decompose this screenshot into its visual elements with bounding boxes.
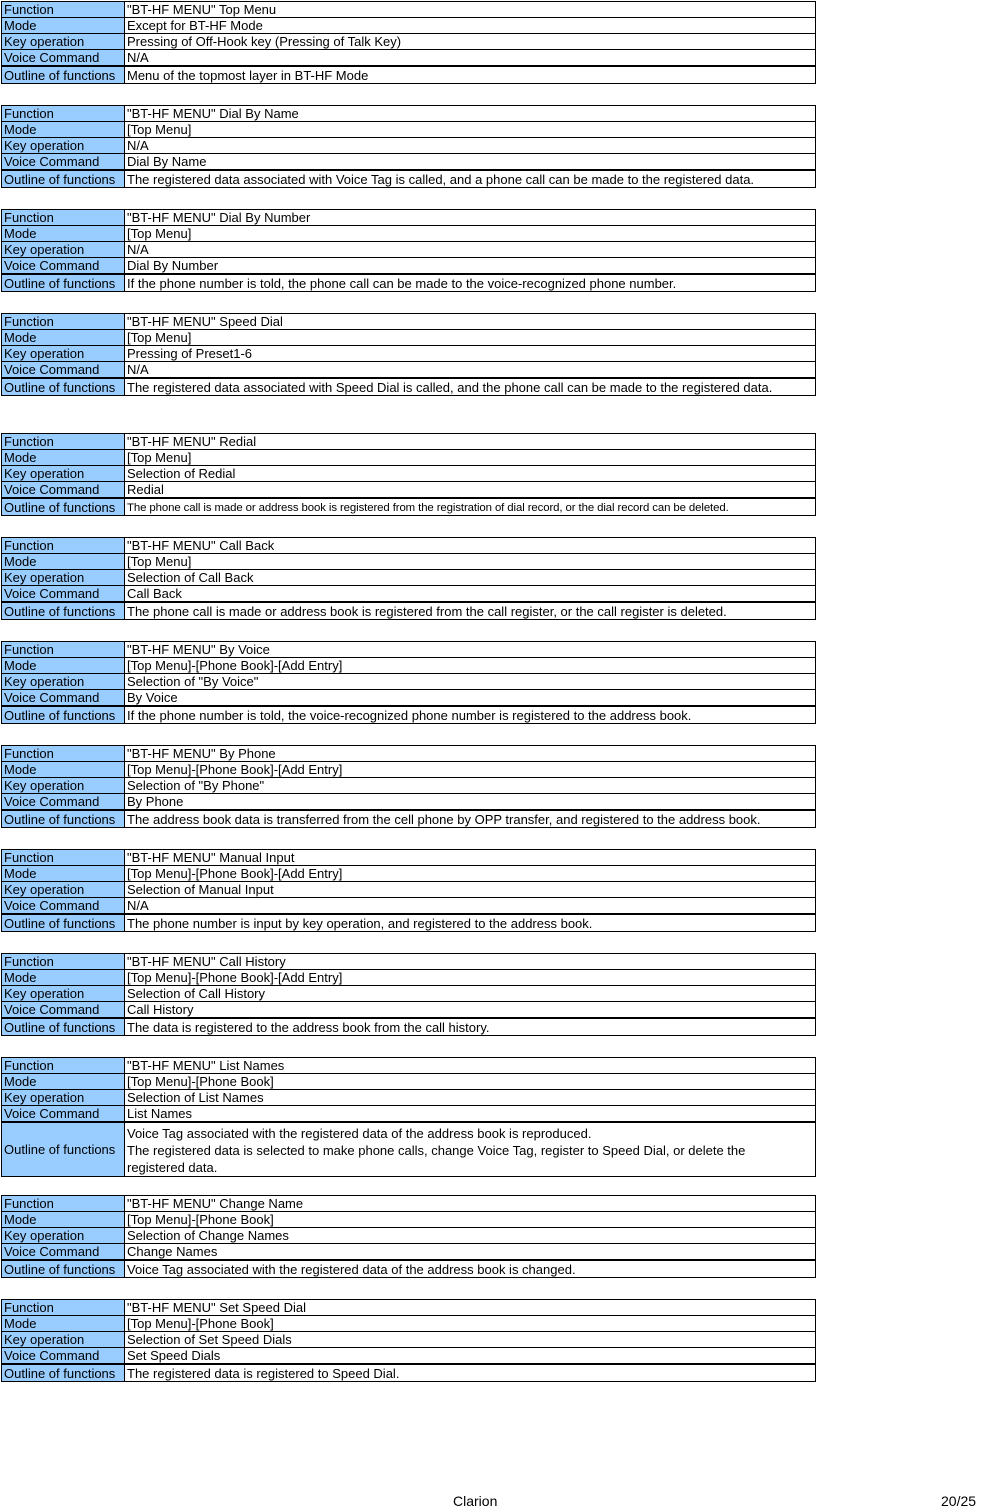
label-mode: Mode — [2, 226, 125, 242]
spec-row-mode — [2, 226, 816, 242]
label-voice-command: Voice Command — [2, 794, 125, 811]
label-voice-command: Voice Command — [2, 898, 125, 915]
spec-row-mode — [2, 866, 816, 882]
value-function: "BT-HF MENU" List Names — [125, 1058, 816, 1074]
label-outline: Outline of functions — [2, 706, 125, 724]
spec-table — [1, 1299, 816, 1382]
label-outline: Outline of functions — [2, 378, 125, 396]
label-mode: Mode — [2, 554, 125, 570]
label-key-operation: Key operation — [2, 466, 125, 482]
value-mode: Except for BT-HF Mode — [125, 18, 816, 34]
label-key-operation: Key operation — [2, 1228, 125, 1244]
spec-row-voice-command — [2, 482, 816, 499]
label-outline: Outline of functions — [2, 810, 125, 828]
value-function: "BT-HF MENU" By Phone — [125, 746, 816, 762]
label-function: Function — [2, 210, 125, 226]
spec-row-function — [2, 642, 816, 658]
label-voice-command: Voice Command — [2, 1002, 125, 1019]
spec-row-function — [2, 314, 816, 330]
spec-row-function — [2, 1196, 816, 1212]
label-outline: Outline of functions — [2, 914, 125, 932]
value-voice-command: N/A — [125, 898, 816, 915]
spec-row-function — [2, 1300, 816, 1316]
label-mode: Mode — [2, 970, 125, 986]
label-function: Function — [2, 538, 125, 554]
spec-row-function — [2, 746, 816, 762]
spec-row-mode — [2, 18, 816, 34]
spec-row-mode — [2, 658, 816, 674]
label-key-operation: Key operation — [2, 242, 125, 258]
spec-row-voice-command — [2, 362, 816, 379]
spec-row-key-operation — [2, 882, 816, 898]
outline-line: registered data. — [127, 1160, 218, 1175]
value-voice-command: By Voice — [125, 690, 816, 707]
value-function: "BT-HF MENU" Dial By Name — [125, 106, 816, 122]
value-key-operation: Selection of "By Voice" — [125, 674, 816, 690]
footer-maker: Clarion — [453, 1493, 498, 1509]
label-function: Function — [2, 434, 125, 450]
value-function: "BT-HF MENU" Change Name — [125, 1196, 816, 1212]
spec-row-outline — [2, 1018, 816, 1036]
spec-row-key-operation — [2, 778, 816, 794]
label-outline: Outline of functions — [2, 602, 125, 620]
label-mode: Mode — [2, 866, 125, 882]
value-outline: If the phone number is told, the phone call can be made to the voice-recognized phone number. — [125, 274, 816, 292]
outline-line: Voice Tag associated with the registered data of the address book is reproduced. — [127, 1126, 592, 1141]
label-key-operation: Key operation — [2, 986, 125, 1002]
value-voice-command: Call Back — [125, 586, 816, 603]
label-key-operation: Key operation — [2, 882, 125, 898]
spec-row-function — [2, 2, 816, 18]
value-mode: [Top Menu]-[Phone Book]-[Add Entry] — [125, 866, 816, 882]
value-outline: The phone number is input by key operation, and registered to the address book. — [125, 914, 816, 932]
label-outline: Outline of functions — [2, 1122, 125, 1177]
value-key-operation: Selection of Redial — [125, 466, 816, 482]
label-key-operation: Key operation — [2, 674, 125, 690]
label-function: Function — [2, 314, 125, 330]
spec-table — [1, 313, 816, 396]
value-outline: The phone call is made or address book is registered from the registration of dial record, or the dial record can be deleted. — [125, 498, 816, 516]
label-key-operation: Key operation — [2, 778, 125, 794]
value-key-operation: Selection of Change Names — [125, 1228, 816, 1244]
value-voice-command: Dial By Number — [125, 258, 816, 275]
spec-row-mode — [2, 1316, 816, 1332]
label-function: Function — [2, 642, 125, 658]
spec-row-outline — [2, 378, 816, 396]
spec-row-outline — [2, 66, 816, 84]
spec-row-outline — [2, 1364, 816, 1382]
label-key-operation: Key operation — [2, 34, 125, 50]
spec-table — [1, 1195, 816, 1278]
value-mode: [Top Menu] — [125, 330, 816, 346]
value-function: "BT-HF MENU" Speed Dial — [125, 314, 816, 330]
spec-row-key-operation — [2, 242, 816, 258]
value-voice-command: Redial — [125, 482, 816, 499]
spec-row-mode — [2, 330, 816, 346]
label-mode: Mode — [2, 330, 125, 346]
spec-table — [1, 641, 816, 724]
spec-table — [1, 537, 816, 620]
value-function: "BT-HF MENU" Top Menu — [125, 2, 816, 18]
spec-row-outline — [2, 810, 816, 828]
label-voice-command: Voice Command — [2, 1106, 125, 1123]
label-function: Function — [2, 1196, 125, 1212]
spec-row-voice-command — [2, 154, 816, 171]
spec-row-mode — [2, 122, 816, 138]
spec-row-function — [2, 434, 816, 450]
value-voice-command: Change Names — [125, 1244, 816, 1261]
value-mode: [Top Menu]-[Phone Book] — [125, 1074, 816, 1090]
value-voice-command: N/A — [125, 50, 816, 67]
label-voice-command: Voice Command — [2, 1244, 125, 1261]
label-key-operation: Key operation — [2, 138, 125, 154]
label-mode: Mode — [2, 1074, 125, 1090]
value-voice-command: By Phone — [125, 794, 816, 811]
spec-row-key-operation — [2, 674, 816, 690]
spec-row-voice-command — [2, 1244, 816, 1261]
value-key-operation: Selection of "By Phone" — [125, 778, 816, 794]
spec-row-key-operation — [2, 1228, 816, 1244]
spec-row-mode — [2, 762, 816, 778]
value-function: "BT-HF MENU" Manual Input — [125, 850, 816, 866]
value-function: "BT-HF MENU" By Voice — [125, 642, 816, 658]
value-outline: The address book data is transferred from the cell phone by OPP transfer, and registered to the address book. — [125, 810, 816, 828]
value-key-operation: Selection of Set Speed Dials — [125, 1332, 816, 1348]
spec-row-voice-command — [2, 1106, 816, 1123]
value-mode: [Top Menu]-[Phone Book]-[Add Entry] — [125, 658, 816, 674]
value-key-operation: N/A — [125, 138, 816, 154]
spec-row-outline — [2, 1260, 816, 1278]
label-voice-command: Voice Command — [2, 362, 125, 379]
spec-table — [1, 745, 816, 828]
spec-table — [1, 105, 816, 188]
value-function: "BT-HF MENU" Set Speed Dial — [125, 1300, 816, 1316]
spec-row-mode — [2, 554, 816, 570]
spec-row-outline — [2, 170, 816, 188]
spec-row-voice-command — [2, 1002, 816, 1019]
value-outline: Menu of the topmost layer in BT-HF Mode — [125, 66, 816, 84]
value-mode: [Top Menu] — [125, 450, 816, 466]
value-voice-command: Call History — [125, 1002, 816, 1019]
label-outline: Outline of functions — [2, 1364, 125, 1382]
spec-row-function — [2, 850, 816, 866]
label-outline: Outline of functions — [2, 170, 125, 188]
value-key-operation: Selection of Call History — [125, 986, 816, 1002]
spec-row-voice-command — [2, 586, 816, 603]
value-mode: [Top Menu]-[Phone Book] — [125, 1316, 816, 1332]
spec-row-mode — [2, 1212, 816, 1228]
label-voice-command: Voice Command — [2, 154, 125, 171]
spec-row-key-operation — [2, 986, 816, 1002]
label-mode: Mode — [2, 122, 125, 138]
label-function: Function — [2, 2, 125, 18]
label-mode: Mode — [2, 450, 125, 466]
value-mode: [Top Menu] — [125, 554, 816, 570]
label-function: Function — [2, 1300, 125, 1316]
label-voice-command: Voice Command — [2, 482, 125, 499]
spec-row-mode — [2, 970, 816, 986]
spec-row-voice-command — [2, 690, 816, 707]
value-outline: Voice Tag associated with the registered data of the address book is changed. — [125, 1260, 816, 1278]
spec-row-function — [2, 538, 816, 554]
label-function: Function — [2, 746, 125, 762]
spec-row-voice-command — [2, 898, 816, 915]
spec-row-key-operation — [2, 1332, 816, 1348]
value-voice-command: N/A — [125, 362, 816, 379]
spec-table — [1, 1, 816, 84]
spec-table — [1, 209, 816, 292]
value-key-operation: Selection of Call Back — [125, 570, 816, 586]
label-voice-command: Voice Command — [2, 258, 125, 275]
value-key-operation: Selection of Manual Input — [125, 882, 816, 898]
label-key-operation: Key operation — [2, 346, 125, 362]
spec-row-voice-command — [2, 258, 816, 275]
spec-row-voice-command — [2, 794, 816, 811]
spec-row-outline — [2, 706, 816, 724]
value-voice-command: Dial By Name — [125, 154, 816, 171]
spec-row-outline — [2, 914, 816, 932]
spec-row-key-operation — [2, 346, 816, 362]
spec-table — [1, 849, 816, 932]
label-voice-command: Voice Command — [2, 690, 125, 707]
value-function: "BT-HF MENU" Dial By Number — [125, 210, 816, 226]
value-mode: [Top Menu]-[Phone Book]-[Add Entry] — [125, 762, 816, 778]
spec-row-key-operation — [2, 138, 816, 154]
value-outline: The registered data associated with Speed Dial is called, and the phone call can be made to the registered data. — [125, 378, 816, 396]
footer-page-number: 20/25 — [941, 1493, 977, 1509]
spec-row-mode — [2, 450, 816, 466]
label-outline: Outline of functions — [2, 498, 125, 516]
label-key-operation: Key operation — [2, 570, 125, 586]
spec-row-outline — [2, 602, 816, 620]
value-key-operation: Pressing of Preset1-6 — [125, 346, 816, 362]
spec-row-key-operation — [2, 34, 816, 50]
label-outline: Outline of functions — [2, 274, 125, 292]
value-mode: [Top Menu]-[Phone Book] — [125, 1212, 816, 1228]
label-mode: Mode — [2, 762, 125, 778]
label-voice-command: Voice Command — [2, 1348, 125, 1365]
spec-row-voice-command — [2, 50, 816, 67]
spec-row-key-operation — [2, 466, 816, 482]
label-mode: Mode — [2, 1316, 125, 1332]
spec-table — [1, 1057, 816, 1177]
label-key-operation: Key operation — [2, 1090, 125, 1106]
value-key-operation: N/A — [125, 242, 816, 258]
value-key-operation: Selection of List Names — [125, 1090, 816, 1106]
spec-row-voice-command — [2, 1348, 816, 1365]
spec-row-function — [2, 210, 816, 226]
value-outline: The data is registered to the address book from the call history. — [125, 1018, 816, 1036]
value-voice-command: List Names — [125, 1106, 816, 1123]
value-function: "BT-HF MENU" Redial — [125, 434, 816, 450]
spec-row-key-operation — [2, 1090, 816, 1106]
label-key-operation: Key operation — [2, 1332, 125, 1348]
spec-row-outline — [2, 498, 816, 516]
label-function: Function — [2, 954, 125, 970]
value-function: "BT-HF MENU" Call Back — [125, 538, 816, 554]
label-function: Function — [2, 106, 125, 122]
label-mode: Mode — [2, 18, 125, 34]
spec-row-key-operation — [2, 570, 816, 586]
value-mode: [Top Menu]-[Phone Book]-[Add Entry] — [125, 970, 816, 986]
spec-row-outline — [2, 274, 816, 292]
value-outline: If the phone number is told, the voice-recognized phone number is registered to the address book. — [125, 706, 816, 724]
spec-row-function — [2, 1058, 816, 1074]
value-outline: The registered data is registered to Speed Dial. — [125, 1364, 816, 1382]
spec-row-outline — [2, 1122, 816, 1177]
value-function: "BT-HF MENU" Call History — [125, 954, 816, 970]
value-mode: [Top Menu] — [125, 122, 816, 138]
value-key-operation: Pressing of Off-Hook key (Pressing of Talk Key) — [125, 34, 816, 50]
label-outline: Outline of functions — [2, 1018, 125, 1036]
label-mode: Mode — [2, 658, 125, 674]
value-voice-command: Set Speed Dials — [125, 1348, 816, 1365]
outline-line: The registered data is selected to make phone calls, change Voice Tag, register to Speed Dial, or delete the — [127, 1143, 746, 1158]
spec-table — [1, 433, 816, 516]
value-outline: The registered data associated with Voice Tag is called, and a phone call can be made to the registered data. — [125, 170, 816, 188]
value-outline: The phone call is made or address book is registered from the call register, or the call register is deleted. — [125, 602, 816, 620]
spec-table — [1, 953, 816, 1036]
label-function: Function — [2, 1058, 125, 1074]
value-outline — [125, 1122, 816, 1177]
label-mode: Mode — [2, 1212, 125, 1228]
label-voice-command: Voice Command — [2, 50, 125, 67]
label-voice-command: Voice Command — [2, 586, 125, 603]
spec-row-function — [2, 954, 816, 970]
value-mode: [Top Menu] — [125, 226, 816, 242]
spec-row-mode — [2, 1074, 816, 1090]
label-function: Function — [2, 850, 125, 866]
label-outline: Outline of functions — [2, 1260, 125, 1278]
label-outline: Outline of functions — [2, 66, 125, 84]
spec-row-function — [2, 106, 816, 122]
